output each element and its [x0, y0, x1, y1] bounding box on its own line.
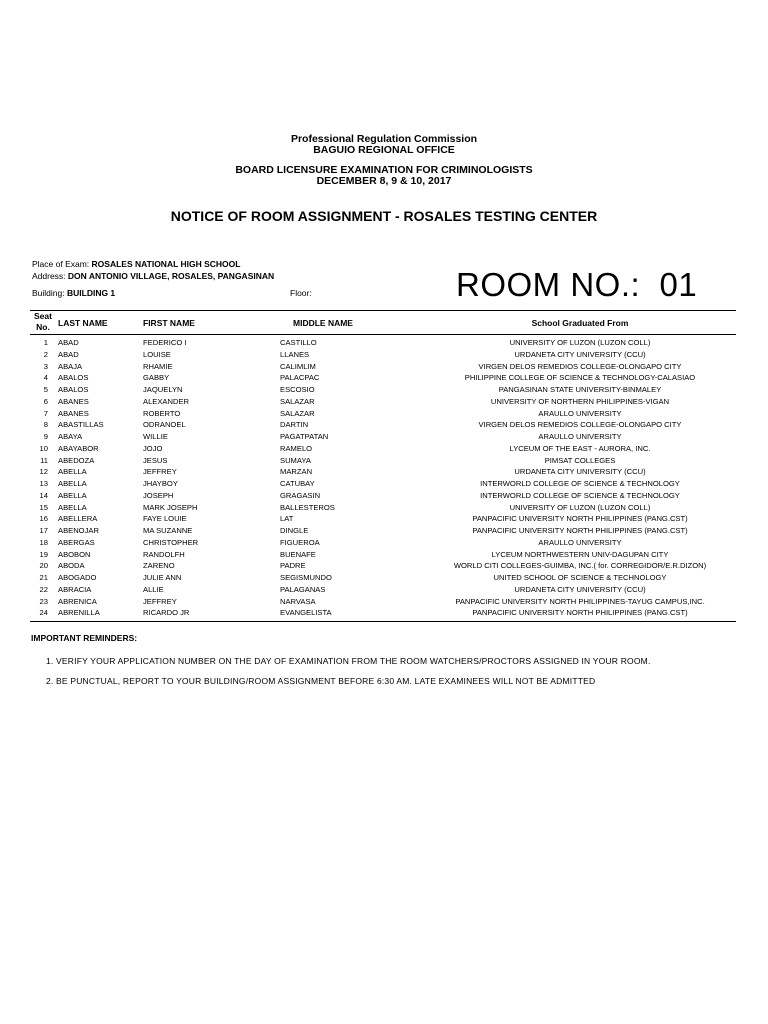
seat-cell: 1	[43, 338, 48, 347]
first-name-cell: WILLIE	[143, 432, 168, 441]
middle-name-cell: ESCOSIO	[280, 385, 315, 394]
seat-cell: 6	[43, 396, 48, 406]
place-label: Place of Exam:	[32, 259, 90, 269]
table-row	[30, 572, 736, 584]
seat-cell: 12	[39, 467, 48, 477]
table-header-rule	[30, 334, 736, 335]
school-cell: PANPACIFIC UNIVERSITY NORTH PHILIPPINES-TAYUG CAMPUS,INC.	[455, 596, 705, 606]
table-row	[30, 596, 736, 608]
first-name-cell: GABBY	[143, 373, 170, 383]
table-row	[30, 560, 736, 572]
floor-label: Floor:	[290, 288, 312, 298]
last-name-cell: ABRENICA	[58, 596, 97, 606]
middle-name-cell: BUENAFE	[280, 549, 316, 559]
middle-name-cell: PALACPAC	[280, 373, 320, 383]
table-row	[30, 513, 736, 525]
seat-cell: 16	[39, 514, 48, 524]
last-name-cell: ABAD	[58, 349, 79, 359]
school-cell: ARAULLO UNIVERSITY	[538, 408, 622, 418]
room-number: ROOM NO.: 01	[456, 266, 698, 303]
last-name-cell: ABASTILLAS	[58, 420, 104, 430]
middle-name-cell: SALAZAR	[280, 408, 315, 418]
org-name: Professional Regulation Commission	[290, 133, 478, 145]
table-row	[30, 361, 736, 373]
middle-name-cell: DARTIN	[280, 420, 309, 430]
last-name-cell: ABANES	[58, 408, 89, 418]
seat-cell: 13	[39, 479, 48, 488]
seat-cell: 23	[39, 596, 48, 606]
seat-cell: 7	[43, 408, 48, 418]
school-cell: URDANETA CITY UNIVERSITY (CCU)	[514, 584, 646, 594]
first-name-cell: JEFFREY	[143, 596, 177, 606]
table-row	[30, 419, 736, 431]
first-name-cell: JESUS	[143, 455, 168, 465]
first-name-cell: ALEXANDER	[143, 396, 190, 406]
first-name-cell: JULIE ANN	[143, 573, 182, 582]
last-name-cell: ABENOJAR	[58, 526, 99, 535]
last-name-cell: ABANES	[58, 396, 89, 406]
middle-name-cell: BALLESTEROS	[280, 502, 335, 512]
seat-cell: 11	[40, 455, 48, 465]
last-name-cell: ABOGADO	[58, 573, 97, 582]
middle-name-cell: SEGISMUNDO	[280, 573, 332, 582]
school-cell: UNIVERSITY OF LUZON (LUZON COLL)	[509, 338, 651, 347]
first-name-cell: ALLIE	[143, 584, 164, 594]
last-name-cell: ABAJA	[58, 361, 83, 371]
middle-name-cell: EVANGELISTA	[280, 608, 332, 618]
last-name-cell: ABAYABOR	[58, 443, 99, 453]
table-row	[30, 607, 736, 619]
address-label: Address:	[32, 271, 66, 281]
last-name-cell: ABEDOZA	[58, 455, 95, 465]
school-cell: ARAULLO UNIVERSITY	[538, 432, 622, 441]
table-row	[30, 537, 736, 549]
notice-title: NOTICE OF ROOM ASSIGNMENT - ROSALES TESTING CENTER	[170, 208, 598, 224]
seat-cell: 4	[43, 373, 48, 383]
seat-cell: 9	[43, 432, 48, 441]
school-cell: UNIVERSITY OF LUZON (LUZON COLL)	[509, 502, 651, 512]
school-cell: PANPACIFIC UNIVERSITY NORTH PHILIPPINES (PANG.CST)	[472, 526, 688, 535]
first-name-cell: ODRANOEL	[143, 420, 186, 430]
table-bottom-rule	[30, 621, 736, 622]
table-row	[30, 337, 736, 349]
first-name-cell: JOJO	[143, 443, 163, 453]
school-cell: INTERWORLD COLLEGE OF SCIENCE & TECHNOLOGY	[480, 479, 680, 488]
table-row	[30, 549, 736, 561]
school-cell: LYCEUM NORTHWESTERN UNIV-DAGUPAN CITY	[491, 549, 669, 559]
middle-name-cell: CALIMLIM	[280, 361, 316, 371]
exam-title: BOARD LICENSURE EXAMINATION FOR CRIMINOLOGISTS	[235, 164, 533, 176]
middle-name-cell: PALAGANAS	[280, 584, 326, 594]
header-middle-name: MIDDLE NAME	[293, 318, 353, 328]
header-school: School Graduated From	[531, 318, 629, 328]
seat-cell: 20	[39, 561, 48, 571]
table-row	[30, 502, 736, 514]
first-name-cell: FAYE LOUIE	[143, 514, 187, 524]
header-first-name: FIRST NAME	[143, 318, 195, 328]
table-row	[30, 455, 736, 467]
seat-cell: 8	[43, 420, 48, 430]
first-name-cell: ROBERTO	[143, 408, 181, 418]
last-name-cell: ABODA	[58, 561, 85, 571]
last-name-cell: ABALOS	[58, 385, 89, 394]
seat-cell: 24	[39, 608, 48, 618]
last-name-cell: ABALOS	[58, 373, 89, 383]
reminder-item: 1. VERIFY YOUR APPLICATION NUMBER ON THE DAY OF EXAMINATION FROM THE ROOM WATCHERS/PROCTORS ASSIGNED IN YOUR ROOM.	[46, 656, 651, 666]
middle-name-cell: DINGLE	[280, 526, 309, 535]
building-value: BUILDING 1	[66, 288, 116, 298]
middle-name-cell: CATUBAY	[280, 479, 315, 488]
school-cell: UNIVERSITY OF NORTHERN PHILIPPINES-VIGAN	[490, 396, 670, 406]
first-name-cell: JEFFREY	[143, 467, 177, 477]
table-row	[30, 384, 736, 396]
last-name-cell: ABAYA	[58, 432, 83, 441]
school-cell: VIRGEN DELOS REMEDIOS COLLEGE-OLONGAPO CITY	[478, 361, 682, 371]
table-row	[30, 525, 736, 537]
first-name-cell: ZARENO	[143, 561, 175, 571]
school-cell: PHILIPPINE COLLEGE OF SCIENCE & TECHNOLOGY-CALASIAO	[464, 373, 696, 383]
school-cell: INTERWORLD COLLEGE OF SCIENCE & TECHNOLOGY	[480, 490, 680, 500]
place-of-exam	[32, 259, 240, 269]
table-row	[30, 490, 736, 502]
header-seat: Seat No.	[34, 311, 52, 332]
header-last-name: LAST NAME	[58, 318, 108, 328]
last-name-cell: ABRACIA	[58, 584, 92, 594]
middle-name-cell: GRAGASIN	[280, 490, 321, 500]
first-name-cell: JHAYBOY	[143, 479, 178, 488]
first-name-cell: RICARDO JR	[143, 608, 190, 618]
table-row	[30, 408, 736, 420]
table-row	[30, 349, 736, 361]
table-row	[30, 443, 736, 455]
table-row	[30, 478, 736, 490]
last-name-cell: ABOBON	[58, 549, 91, 559]
school-cell: URDANETA CITY UNIVERSITY (CCU)	[514, 349, 646, 359]
seat-cell: 21	[39, 573, 48, 582]
school-cell: UNITED SCHOOL OF SCIENCE & TECHNOLOGY	[493, 573, 667, 582]
middle-name-cell: NARVASA	[280, 596, 316, 606]
first-name-cell: FEDERICO I	[143, 338, 187, 347]
seat-cell: 5	[43, 385, 48, 394]
last-name-cell: ABELLA	[58, 502, 87, 512]
middle-name-cell: LAT	[280, 514, 294, 524]
table-top-rule	[30, 310, 736, 311]
building	[32, 288, 115, 298]
first-name-cell: MA SUZANNE	[143, 526, 193, 535]
first-name-cell: LOUISE	[143, 349, 171, 359]
table-row	[30, 584, 736, 596]
last-name-cell: ABELLA	[58, 490, 87, 500]
seat-cell: 19	[39, 549, 48, 559]
table-body	[30, 337, 736, 619]
school-cell: PANPACIFIC UNIVERSITY NORTH PHILIPPINES (PANG.CST)	[472, 514, 688, 524]
seat-cell: 10	[39, 443, 48, 453]
school-cell: VIRGEN DELOS REMEDIOS COLLEGE-OLONGAPO CITY	[478, 420, 682, 430]
middle-name-cell: MARZAN	[280, 467, 313, 477]
first-name-cell: RHAMIE	[143, 361, 173, 371]
seat-cell: 18	[39, 537, 48, 547]
school-cell: WORLD CITI COLLEGES-GUIMBA, INC.( for. CORREGIDOR/E.R.DIZON)	[453, 561, 707, 571]
middle-name-cell: RAMELO	[280, 443, 313, 453]
last-name-cell: ABAD	[58, 338, 79, 347]
seat-cell: 3	[43, 361, 48, 371]
office-name: BAGUIO REGIONAL OFFICE	[313, 144, 455, 156]
first-name-cell: MARK JOSEPH	[143, 502, 198, 512]
school-cell: PIMSAT COLLEGES	[544, 455, 616, 465]
middle-name-cell: CASTILLO	[280, 338, 317, 347]
school-cell: PANPACIFIC UNIVERSITY NORTH PHILIPPINES (PANG.CST)	[472, 608, 688, 618]
place-value: ROSALES NATIONAL HIGH SCHOOL	[91, 259, 241, 269]
last-name-cell: ABELLA	[58, 467, 87, 477]
last-name-cell: ABELLERA	[58, 514, 98, 524]
first-name-cell: RANDOLFH	[143, 549, 185, 559]
seat-cell: 2	[43, 349, 48, 359]
address-value: DON ANTONIO VILLAGE, ROSALES, PANGASINAN	[67, 271, 275, 281]
school-cell: LYCEUM OF THE EAST - AURORA, INC.	[509, 443, 651, 453]
middle-name-cell: FIGUEROA	[280, 537, 320, 547]
school-cell: PANGASINAN STATE UNIVERSITY-BINMALEY	[498, 385, 662, 394]
middle-name-cell: LLANES	[280, 349, 310, 359]
table-row	[30, 396, 736, 408]
first-name-cell: JOSEPH	[143, 490, 174, 500]
table-row	[30, 466, 736, 478]
reminders-title: IMPORTANT REMINDERS:	[31, 633, 138, 643]
middle-name-cell: SALAZAR	[280, 396, 315, 406]
first-name-cell: JAQUELYN	[143, 385, 183, 394]
address	[32, 271, 274, 281]
last-name-cell: ABRENILLA	[58, 608, 100, 618]
exam-dates: DECEMBER 8, 9 & 10, 2017	[316, 175, 452, 187]
table-row	[30, 372, 736, 384]
seat-cell: 14	[39, 490, 48, 500]
seat-cell: 15	[39, 502, 48, 512]
table-row	[30, 431, 736, 443]
last-name-cell: ABERGAS	[58, 537, 95, 547]
middle-name-cell: PADRE	[280, 561, 306, 571]
seat-cell: 17	[39, 526, 48, 535]
middle-name-cell: SUMAYA	[280, 455, 311, 465]
middle-name-cell: PAGATPATAN	[280, 432, 329, 441]
building-label: Building:	[32, 288, 65, 298]
last-name-cell: ABELLA	[58, 479, 87, 488]
first-name-cell: CHRISTOPHER	[143, 537, 199, 547]
school-cell: ARAULLO UNIVERSITY	[538, 537, 622, 547]
school-cell: URDANETA CITY UNIVERSITY (CCU)	[514, 467, 646, 477]
reminder-item: 2. BE PUNCTUAL, REPORT TO YOUR BUILDING/ROOM ASSIGNMENT BEFORE 6:30 AM. LATE EXAMINEES WILL NOT BE ADMITTED	[46, 676, 596, 686]
seat-cell: 22	[39, 584, 48, 594]
